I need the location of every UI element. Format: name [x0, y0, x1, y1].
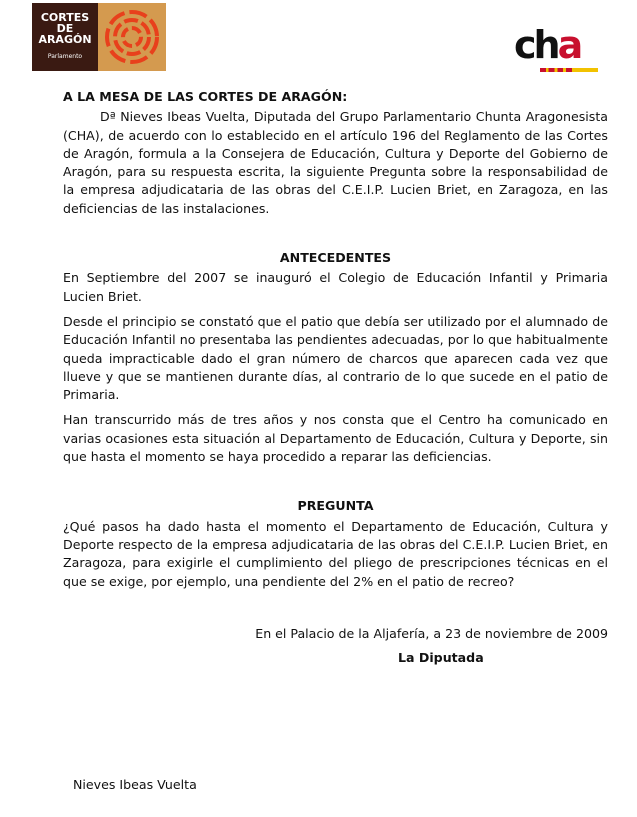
pregunta-paragraph: ¿Qué pasos ha dado hasta el momento el Departamento de Educación, Cultura y Deporte respecto de la empresa adjudicataria de las obras del C.E.I.P. Lucien Briet, en Zaragoza, para exigirle el cumplimiento del pliego de prescripciones técnicas en el que se exige, por ejemplo, una pendiente del 2% en el patio de recreo? [63, 518, 608, 589]
pregunta-heading: PREGUNTA [297, 498, 374, 514]
date-line: En el Palacio de la Aljafería, a 23 de noviembre de 2009 [255, 625, 608, 641]
antecedentes-heading: ANTECEDENTES [279, 250, 392, 266]
signature-name: Nieves Ibeas Vuelta [73, 777, 197, 792]
addressee-heading: A LA MESA DE LAS CORTES DE ARAGÓN: [63, 89, 348, 104]
logo-subtext: Parlamento [47, 53, 83, 60]
logo-text: ARAGÓN [38, 33, 92, 46]
signature-role: La Diputada [398, 650, 484, 666]
concentric-emblem-icon [98, 3, 166, 71]
cha-logo: cha [514, 26, 600, 74]
antecedentes-paragraph: Desde el principio se constató que el patio que debía ser utilizado por el alumnado de Educación Infantil no presentaba las pendientes adecuadas, por lo que habitualmente queda impracticable dado el gran número de charcos que aparecen cada vez que llueve y que se mantienen durante días, al contrario de lo que sucede en el patio de Primaria. [63, 313, 608, 403]
intro-paragraph: Dª Nieves Ibeas Vuelta, Diputada del Grupo Parlamentario Chunta Aragonesista (CHA), de acuerdo con lo establecido en el artículo 196 del Reglamento de las Cortes de Aragón, formula a la Consejera de Educación, Cultura y Deporte del Gobierno de Aragón, para su respuesta escrita, la siguiente Pregunta sobre la responsabilidad de la empresa adjudicataria de las obras del C.E.I.P. Lucien Briet, en Zaragoza, en las deficiencias de las instalaciones. [63, 109, 608, 216]
logo-text: CORTES [40, 11, 90, 24]
logo-text: DE [56, 22, 74, 35]
antecedentes-paragraph: Han transcurrido más de tres años y nos consta que el Centro ha comunicado en varias ocasiones esta situación al Departamento de Educación, Cultura y Deporte, sin que hasta el momento se haya procedido a reparar las deficiencias. [63, 412, 608, 465]
antecedentes-paragraph: En Septiembre del 2007 se inauguró el Colegio de Educación Infantil y Primaria Lucien Briet. [63, 270, 608, 304]
cortes-de-aragon-logo [32, 3, 166, 71]
